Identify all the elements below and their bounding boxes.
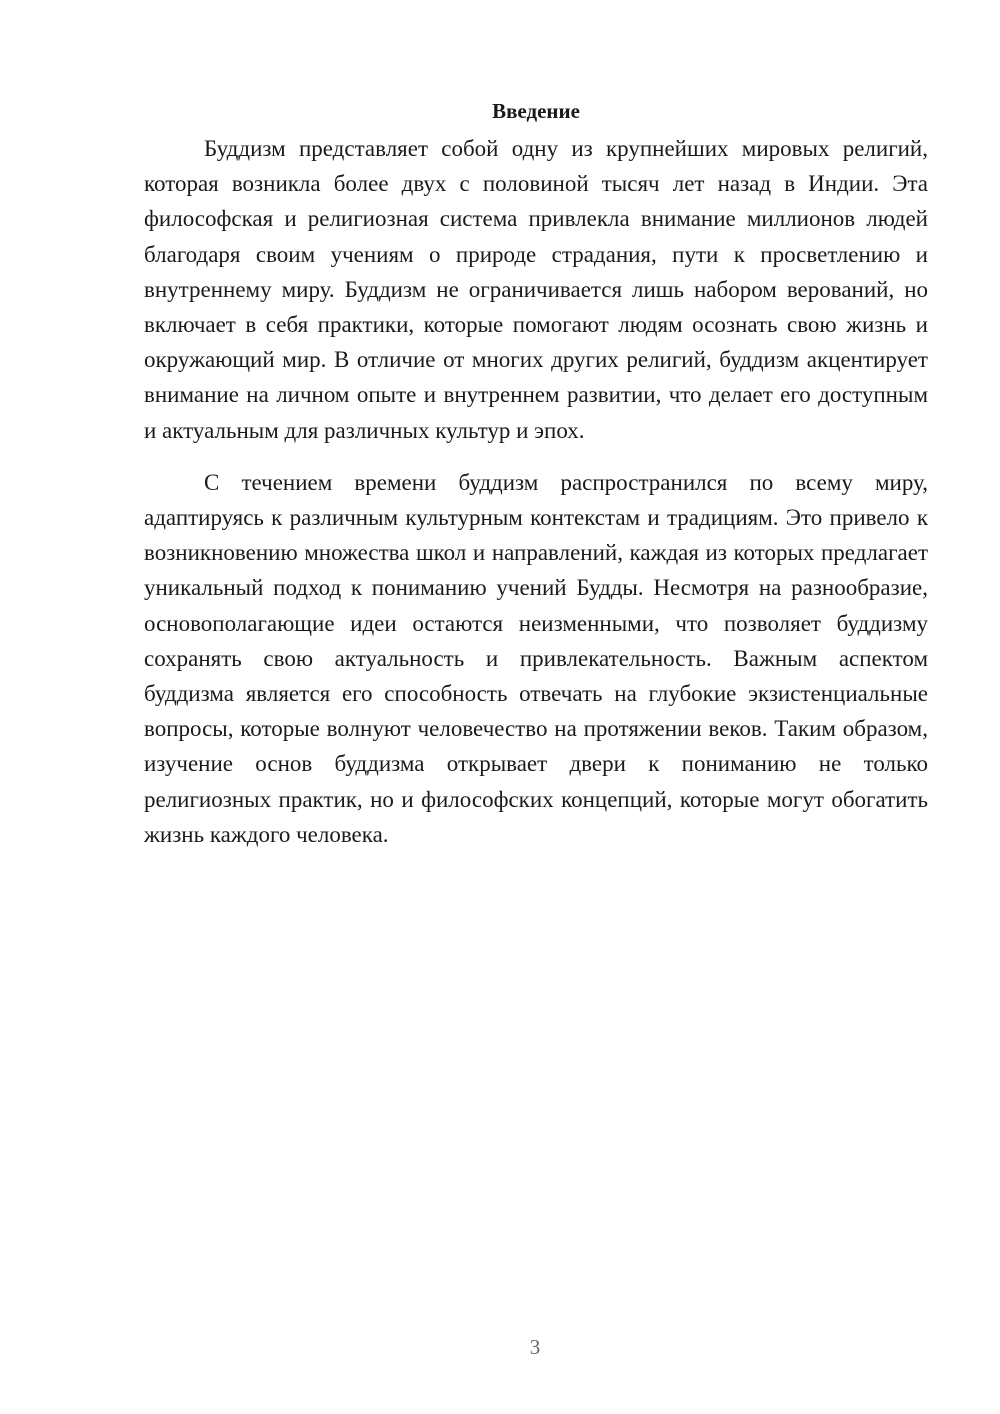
paragraph-2: С течением времени буддизм распространился по всему миру, адаптируясь к различным культурным контекстам и традициям. Это привело к возникновению множества школ и направлений, каждая из которых предлагает уникальный подход к пониманию учений Будды. Несмотря на разнообразие, основополагающие идеи остаются неизменными, что позволяет буддизму сохранять свою актуальность и привлекательность. Важным аспектом буддизма является его способность отвечать на глубокие экзистенциальные вопросы, которые волнуют человечество на протяжении веков. Таким образом, изучение основ буддизма открывает двери к пониманию не только религиозных практик, но и философских концепций, которые могут обогатить жизнь каждого человека.	[144, 469, 928, 847]
page-number: 3	[529, 1335, 541, 1359]
paragraph-1: Буддизм представляет собой одну из крупнейших мировых религий, которая возникла более двух с половиной тысяч лет назад в Индии. Эта философская и религиозная система привлекла внимание миллионов людей благодаря своим учениям о природе страдания, пути к просветлению и внутреннему миру. Буддизм не ограничивается лишь набором верований, но включает в себя практики, которые помогают людям осознать свою жизнь и окружающий мир. В отличие от многих других религий, буддизм акцентирует внимание на личном опыте и внутреннем развитии, что делает его доступным и актуальным для различных культур и эпох.	[144, 136, 928, 443]
section-heading: Введение	[492, 99, 580, 123]
page-content	[144, 96, 928, 852]
